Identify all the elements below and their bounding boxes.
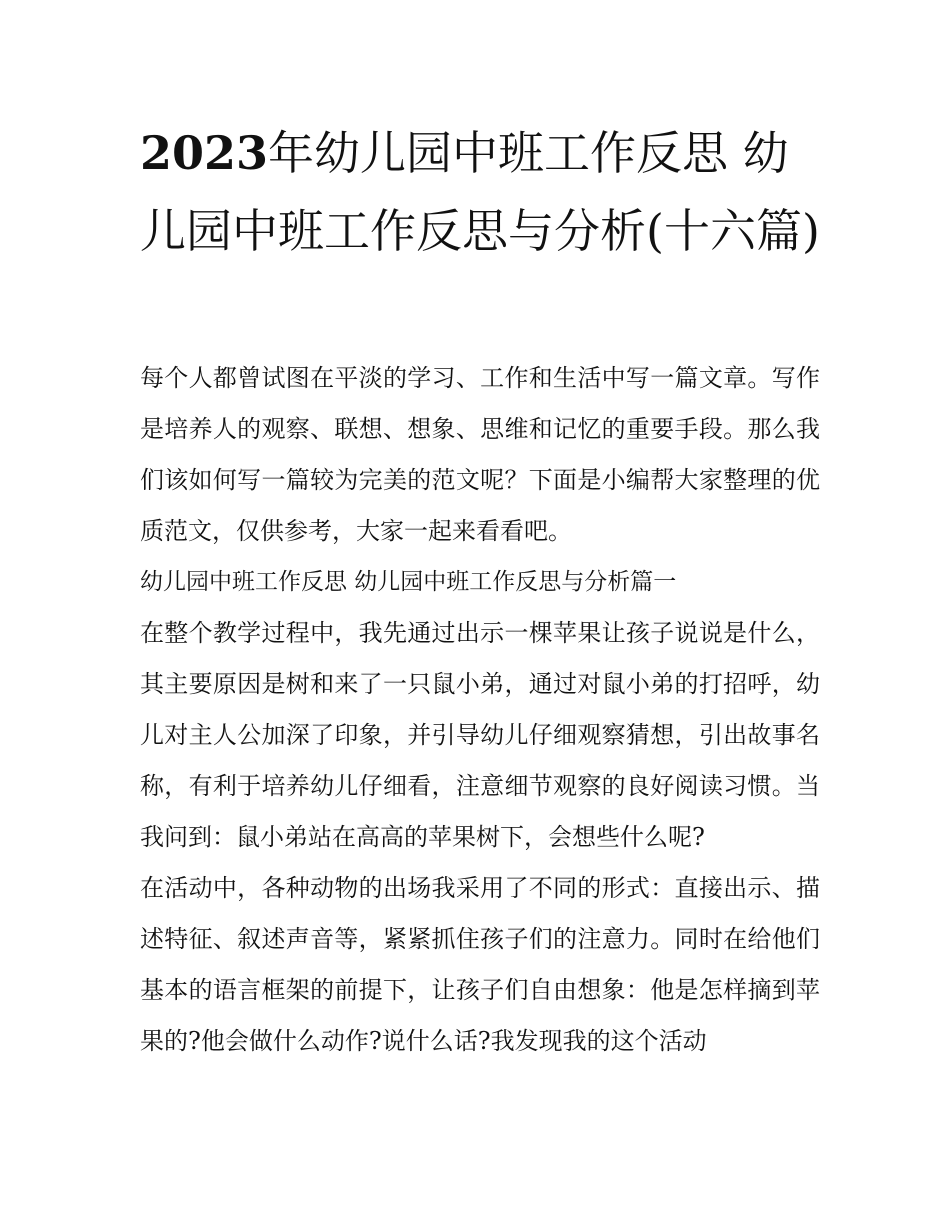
body-paragraph: 在整个教学过程中，我先通过出示一棵苹果让孩子说说是什么，其主要原因是树和来了一只鼠小弟，通过对鼠小弟的打招呼，幼儿对主人公加深了印象，并引导幼儿仔细观察猜想，引出故事名称，有利于培养幼儿仔细看，注意细节观察的良好阅读习惯。当我问到：鼠小弟站在高高的苹果树下，会想些什么呢?: [140, 619, 820, 851]
title-year: 2023: [140, 126, 269, 180]
intro-paragraph: 每个人都曾试图在平淡的学习、工作和生活中写一篇文章。写作是培养人的观察、联想、想象、思维和记忆的重要手段。那么我们该如何写一篇较为完美的范文呢？下面是小编帮大家整理的优质范文，仅供参考，大家一起来看看吧。: [140, 364, 820, 545]
title-text: 年幼儿园中班工作反思 幼儿园中班工作反思与分析(十六篇): [140, 126, 820, 258]
section-heading: 幼儿园中班工作反思 幼儿园中班工作反思与分析篇一: [140, 569, 677, 595]
document-title: [140, 114, 820, 270]
body-paragraph: 在活动中，各种动物的出场我采用了不同的形式：直接出示、描述特征、叙述声音等，紧紧抓住孩子们的注意力。同时在给他们基本的语言框架的前提下，让孩子们自由想象：他是怎样摘到苹果的?他会做什么动作?说什么话?我发现我的这个活动: [140, 874, 820, 1055]
document-body: [140, 353, 820, 1067]
